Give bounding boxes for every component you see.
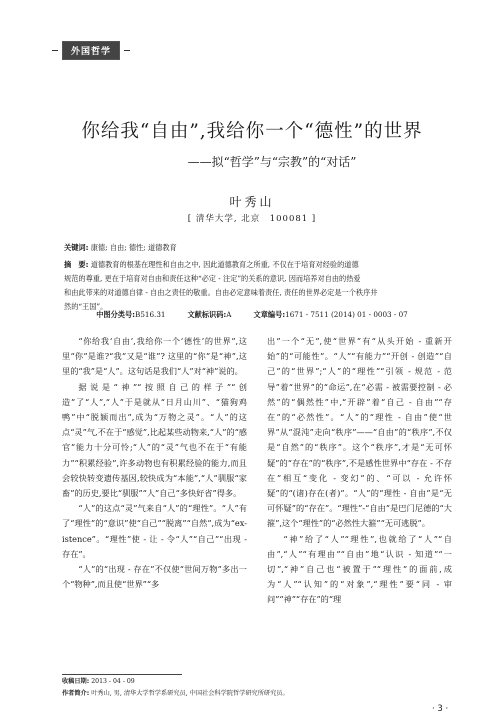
author-affiliation: [ 清华大学, 北京 100081 ] [187, 214, 317, 224]
keywords [64, 241, 456, 255]
abstract-line: 道德教育的根基在理性和自由之中, 因此道德教育之所重, 不仅在于培育对经验的道德 [90, 260, 359, 269]
body-columns [62, 334, 452, 608]
footnote-rule [62, 674, 182, 675]
received-date: 收稿日期: 2013 - 04 - 09 [62, 678, 135, 685]
body-paragraph: “你给我‘自由’,我给你一个‘德性’的世界”,这里“你”是谁?“我”又是“谁”? 这里的“你”是“神”,这里的“我”是“人”。这句话是我们“人”对“神”说的。 [62, 336, 247, 377]
page-number: · 3 · [432, 704, 449, 714]
keywords-text: 康德; 自由; 德性; 道德教育 [90, 243, 177, 252]
abstract-line: 然的“王国”。 [64, 302, 108, 311]
body-paragraph: “人”的“出现 - 存在”不仅使“世间万物”多出一个“物种”,而且使“世界”“多 [62, 564, 247, 590]
section-tag [52, 41, 130, 60]
abstract-line: 和由此带来的对道德自律 - 自由之责任的敬重。自由必定意味着责任, 责任的世界必定是一个秩序井 [64, 288, 378, 297]
author-name: 叶秀山 [229, 195, 275, 209]
right-column [267, 334, 452, 608]
body-paragraph: 据说是“神”“按照自己的样子”“创造”了“人”,“人”于是就从“日月山川”、“猫狗鸡鸭”中“脱颖而出”,成为“万物之灵”。“人”的这点“灵”气,不在于“感觉”,比起某些动物来,“人”的“感官”能力十分可怜;“人”的“灵”气也不在于“有能力”“积累经验”,许多动物也有积累经验的能力,而且会较快转变遗传基因,较快成为“本能”,“人”驯服“家畜”的历史,要比“驯服”“人”自己“多快好省”得多。 [62, 381, 247, 499]
article-number: 文章编号:1671 - 7511 (2014) 01 - 0003 - 07 [253, 310, 408, 319]
document-code: 文献标识码:A [187, 310, 232, 319]
section-tag-label: 外国哲学 [62, 41, 120, 60]
abstract [64, 258, 456, 314]
abstract-line: 规范的尊重, 更在于培育对自由和责任这种“必定 - 注定”的关系的意识, 因而培养对自由的热爱 [64, 274, 361, 283]
author-bio: 作者简介: 叶秀山, 男, 清华大学哲学系研究员, 中国社会科学院哲学研究所研究员。 [62, 690, 289, 697]
keywords-label: 关键词: [64, 243, 89, 252]
article-title: 你给我“自由”,我给你一个“德性”的世界 [81, 121, 423, 142]
left-column [62, 334, 247, 608]
tag-rule-right [124, 50, 130, 51]
tag-rule-left [52, 50, 58, 51]
body-paragraph: 出”一个“无”,使“世界”有“从头开始 - 重新开始”的“可能性”。“人”“有能力”“开创 - 创造”“自己”的“世界”;“人”的“理性”“引领 - 规范 - 范导”着“世界”的“命运”,在“必需 - 被需要控制 - 必然”的“偶然性”中,“开辟”着“自己 - 自由”“存在”的“必然性”。“人”的“理性 - 自由”使“世界”从“混沌”走向“秩序”——“自由”的“秩序”,不仅是“自然”的“秩序”。这个“秩序”,才是“无可怀疑”的“存在”的“秩序”,不是感性世界中“存在 - 不存在”相互“变化 - 变幻”的、“可以 - 允许怀疑”的“(诸)存在(者)”。“人”的“理性 - 自由”是“无可怀疑”的“存在”。“理性”-“自由”是巴门尼德的“大箍”,这个“理性”的“必然性大箍”“无可逃脱”。 [267, 336, 452, 529]
classification-line [0, 310, 504, 320]
body-paragraph: “神”给了“人”“理性”,也就给了“人”“自由”,“人”“有理由”“自由”地“认识 - 知道”“一切”,“神”自己也“被置于”“理性”的面前,成为“人”“认知”的“对象”,“理性”要“同 - 审问”“神”“存在”的“理 [267, 533, 452, 605]
clc-number: 中图分类号:B516.31 [96, 310, 166, 319]
abstract-label: 摘 要: [64, 260, 89, 269]
article-subtitle: ——拟“哲学”与“宗教”的“对话” [187, 155, 357, 169]
body-paragraph: “人”的这点“灵”气来自“人”的“理性”。“人”有了“理性”的“意识”使“自己”“脱离”“自然”,成为“ex-istence”。“理性”使 - 让 - 令“人”“自己”“出现 - 存在”。 [62, 503, 247, 559]
